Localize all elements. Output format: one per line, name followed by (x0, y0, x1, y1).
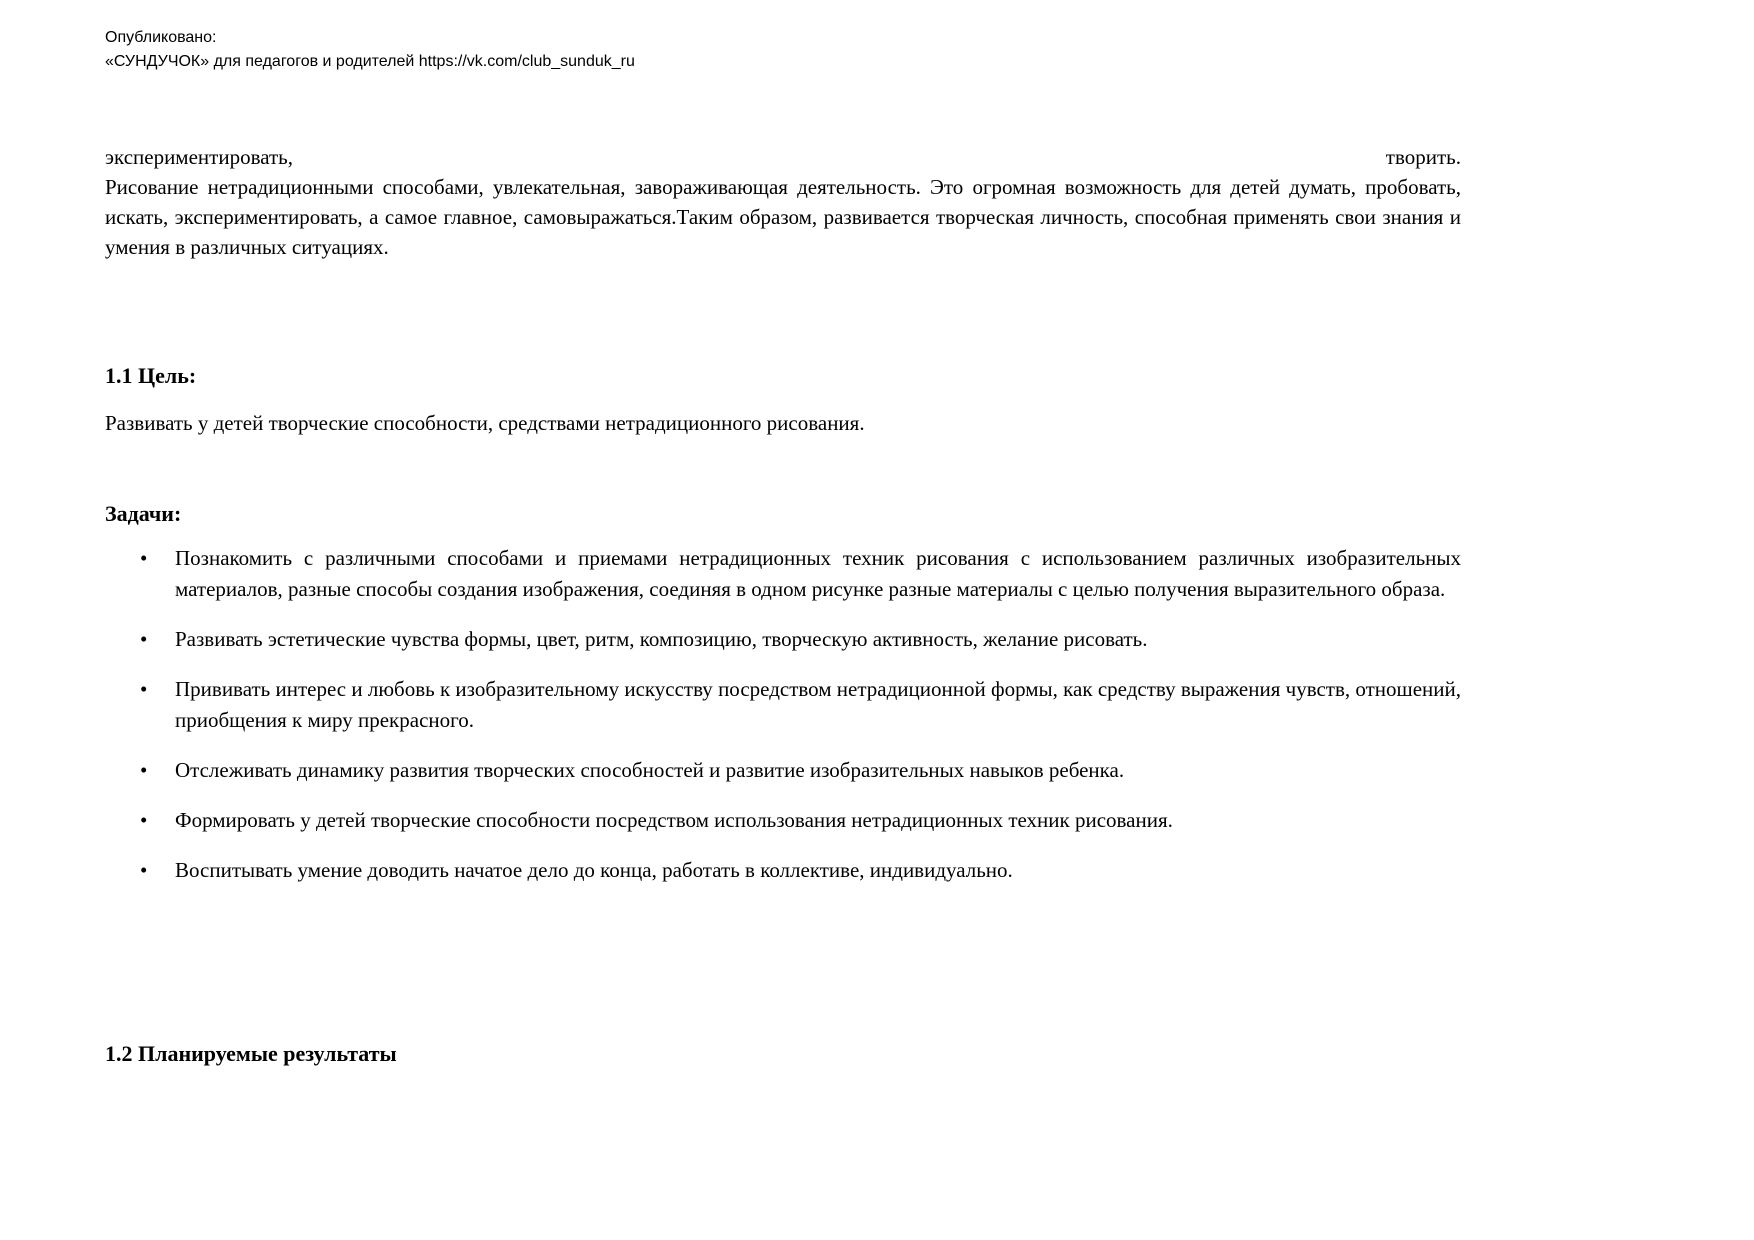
tasks-heading: Задачи: (105, 501, 182, 526)
list-item (105, 674, 1461, 736)
list-item (105, 755, 1461, 786)
list-item (105, 805, 1461, 836)
source-line (105, 50, 635, 74)
vk-link[interactable]: https://vk.com/club_sunduk_ru (418, 53, 635, 70)
intro-split-line (105, 142, 1461, 172)
published-label: Опубликовано: (105, 29, 217, 46)
tasks-list (105, 543, 1461, 905)
list-item-text: Отслеживать динамику развития творческих способностей и развитие изобразительных навыков ребенка. (175, 758, 1125, 782)
bullet-icon: • (140, 758, 148, 782)
goal-heading: 1.1 Цель: (105, 363, 197, 388)
intro-section (105, 142, 1461, 262)
intro-line-left: экспериментировать, (105, 145, 293, 169)
bullet-icon: • (140, 627, 148, 651)
list-item-text: Формировать у детей творческие способности посредством использования нетрадиционных техник рисования. (175, 808, 1173, 832)
intro-paragraph: Рисование нетрадиционными способами, увлекательная, завораживающая деятельность. Это огромная возможность для детей думать, пробовать, искать, экспериментировать, а самое главное, самовыражаться.Таким образом, развивается творческая личность, способная применять свои знания и умения в различных ситуациях. (105, 175, 1461, 259)
source-prefix: «СУНДУЧОК» для педагогов и родителей (105, 53, 419, 70)
bullet-icon: • (140, 677, 148, 701)
bullet-icon: • (140, 546, 148, 570)
goal-paragraph: Развивать у детей творческие способности, средствами нетрадиционного рисования. (105, 411, 865, 435)
document-header (105, 26, 635, 74)
bullet-icon: • (140, 808, 148, 832)
tasks-ul (105, 543, 1461, 886)
list-item-text: Прививать интерес и любовь к изобразительному искусству посредством нетрадиционной формы, как средству выражения чувств, отношений, приобщения к миру прекрасного. (175, 677, 1461, 732)
list-item-text: Воспитывать умение доводить начатое дело до конца, работать в коллективе, индивидуально. (175, 858, 1013, 882)
intro-line-right: творить. (1385, 145, 1461, 169)
list-item (105, 624, 1461, 655)
list-item (105, 543, 1461, 605)
list-item (105, 855, 1461, 886)
results-heading: 1.2 Планируемые результаты (105, 1041, 397, 1066)
list-item-text: Познакомить с различными способами и приемами нетрадиционных техник рисования с использованием различных изобразительных материалов, разные способы создания изображения, соединяя в одном рисунке разные материалы с целью получения выразительного образа. (175, 546, 1461, 601)
list-item-text: Развивать эстетические чувства формы, цвет, ритм, композицию, творческую активность, желание рисовать. (175, 627, 1148, 651)
bullet-icon: • (140, 858, 148, 882)
